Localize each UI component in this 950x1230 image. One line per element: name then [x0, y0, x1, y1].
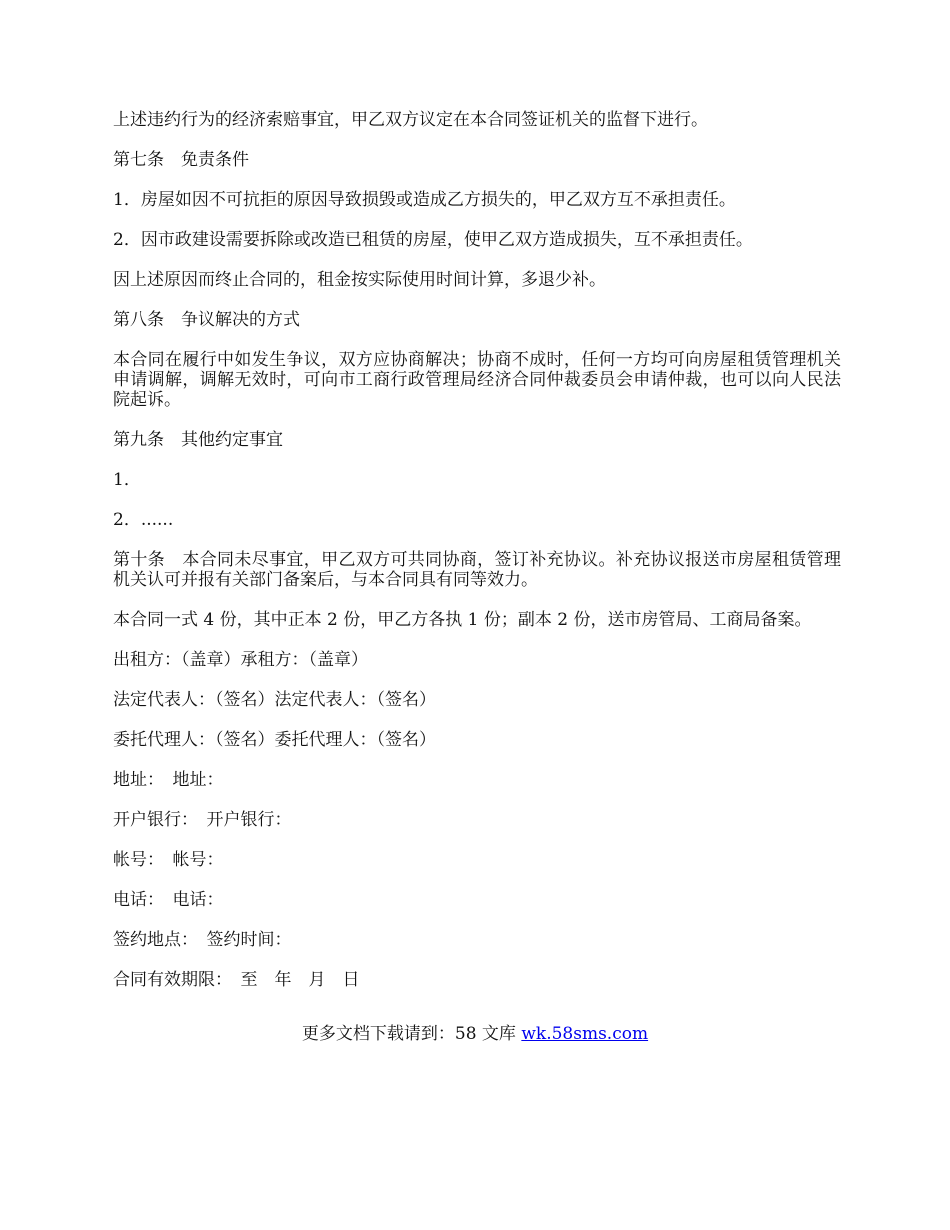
footer: [0, 1023, 950, 1045]
signature-seal-line: 出租方：（盖章）承租方：（盖章）: [113, 650, 368, 670]
phone-line: 电话： 电话：: [113, 890, 224, 910]
paragraph-other-item-1: 1．: [113, 470, 141, 490]
signature-agent-line: 委托代理人：（签名）委托代理人：（签名）: [113, 730, 436, 750]
article-7-heading: 第七条 免责条件: [113, 150, 249, 170]
document-body: [113, 110, 841, 1010]
signing-place-time-line: 签约地点： 签约时间：: [113, 930, 292, 950]
validity-period-line: 合同有效期限： 至 年 月 日: [113, 970, 360, 990]
paragraph-dispute-resolution: 本合同在履行中如发生争议，双方应协商解决；协商不成时，任何一方均可向房屋租赁管理机关申请调解，调解无效时，可向市工商行政管理局经济合同仲裁委员会申请仲裁，也可以向人民法院起诉。: [113, 350, 841, 410]
paragraph-claims-supervision: 上述违约行为的经济索赔事宜，甲乙双方议定在本合同签证机关的监督下进行。: [113, 110, 708, 130]
paragraph-rent-settlement: 因上述原因而终止合同的，租金按实际使用时间计算，多退少补。: [113, 270, 606, 290]
signature-legal-rep-line: 法定代表人：（签名）法定代表人：（签名）: [113, 690, 436, 710]
address-line: 地址： 地址：: [113, 770, 224, 790]
footer-text: 更多文档下载请到：58 文库: [301, 1024, 522, 1044]
paragraph-other-item-2: 2．......: [113, 510, 174, 530]
paragraph-municipal-demolition: 2．因市政建设需要拆除或改造已租赁的房屋，使甲乙双方造成损失，互不承担责任。: [113, 230, 753, 250]
paragraph-copies: 本合同一式 4 份，其中正本 2 份，甲乙方各执 1 份；副本 2 份，送市房管局、工商局备案。: [113, 610, 812, 630]
paragraph-force-majeure: 1．房屋如因不可抗拒的原因导致损毁或造成乙方损失的，甲乙双方互不承担责任。: [113, 190, 736, 210]
article-8-heading: 第八条 争议解决的方式: [113, 310, 300, 330]
footer-link[interactable]: wk.58sms.com: [521, 1024, 649, 1044]
article-9-heading: 第九条 其他约定事宜: [113, 430, 283, 450]
account-line: 帐号： 帐号：: [113, 850, 224, 870]
article-10-paragraph: 第十条 本合同未尽事宜，甲乙双方可共同协商，签订补充协议。补充协议报送市房屋租赁管理机关认可并报有关部门备案后，与本合同具有同等效力。: [113, 550, 841, 590]
bank-line: 开户银行： 开户银行：: [113, 810, 292, 830]
